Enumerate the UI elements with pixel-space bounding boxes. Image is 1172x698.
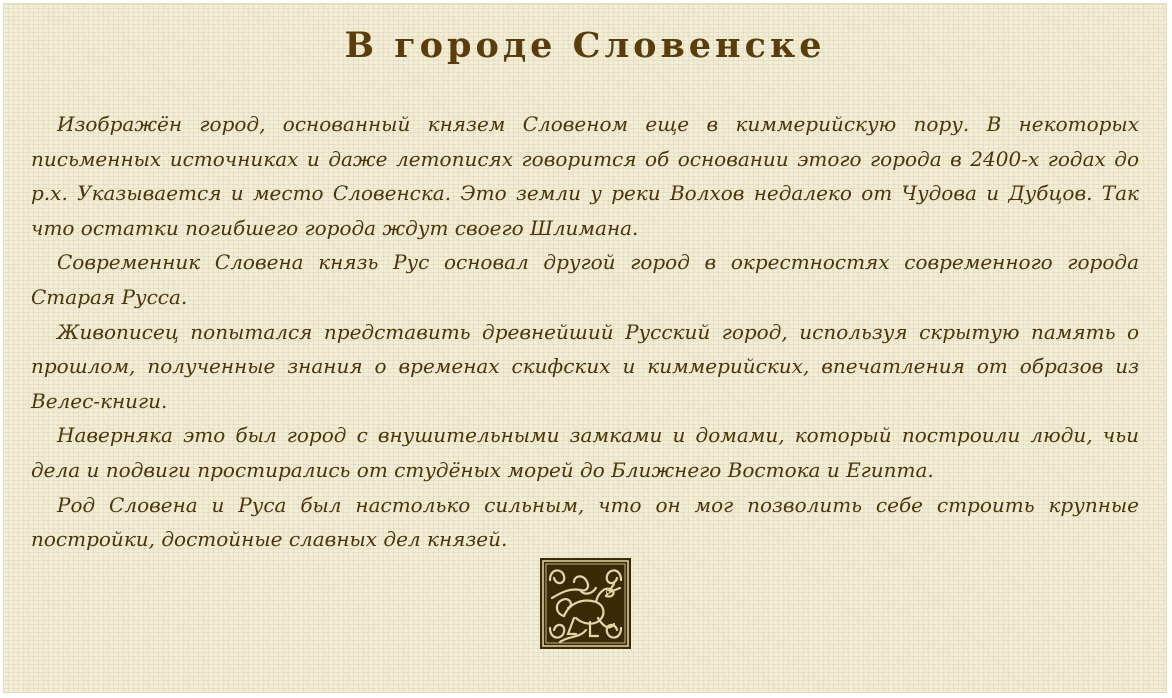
paragraph: Современник Словена князь Рус основал другой город в окрестностях современного города Старая Русса.	[31, 250, 1139, 309]
paragraph: Живописец попытался представить древнейший Русский город, используя скрытую память о прошлом, полученные знания о временах скифских и киммерийских, впечатления от образов из Велес-книги.	[31, 319, 1139, 413]
paragraph: Изображён город, основанный князем Словеном еще в киммерийскую пору. В некоторых письменных источниках и даже летописях говорится об основании этого города в 2400-х годах до р.х. Указывается и место Словенска. Это земли у реки Волхов недалеко от Чудова и Дубцов. Так что остатки погибшего города ждут своего Шлимана.	[31, 112, 1139, 240]
celtic-knot-beast-icon	[540, 558, 631, 649]
document-page	[3, 3, 1167, 693]
paragraph: Род Словена и Руса был настолько сильным, что он мог позволить себе строить крупные постройки, достойные славных дел князей.	[31, 492, 1139, 552]
article-body	[31, 107, 1139, 557]
page-title: В городе Словенске	[344, 25, 826, 66]
paragraph: Наверняка это был город с внушительными замками и домами, который построили люди, чьи дела и подвиги простирались от студёных морей до Ближнего Востока и Египта.	[31, 423, 1139, 482]
